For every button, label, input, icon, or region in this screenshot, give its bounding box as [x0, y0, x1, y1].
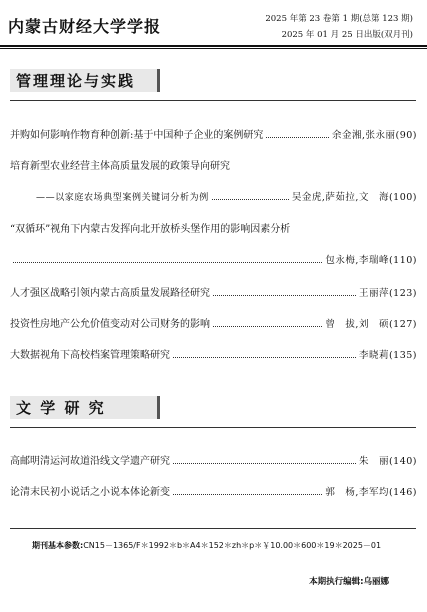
issue-volume-line: 2025 年第 23 卷第 1 期(总第 123 期)	[265, 14, 413, 24]
article-title: 投资性房地产公允价值变动对公司财务的影响	[10, 319, 210, 330]
executive-editor: 本期执行编辑:乌丽娜	[309, 577, 389, 587]
article-authors-page: 余金湘,张永丽(90)	[331, 130, 417, 141]
article-subtitle: ——以家庭农场典型案例关键词分析为例	[36, 193, 209, 203]
section-divider	[10, 427, 416, 428]
journal-title: 内蒙古财经大学学报	[8, 17, 162, 36]
parameters-label: 期刊基本参数:	[32, 541, 84, 550]
toc-entry[interactable]	[10, 250, 417, 266]
toc-entry-title[interactable]: “双循环”视角下内蒙古发挥向北开放桥头堡作用的影响因素分析	[10, 224, 291, 235]
section-divider	[10, 100, 416, 101]
leader-dots	[266, 137, 329, 138]
issue-date-line: 2025 年 01 月 25 日出版(双月刊)	[281, 30, 413, 40]
journal-parameters	[32, 540, 381, 551]
article-authors-page: 包永梅,李瑞峰(110)	[325, 255, 417, 266]
article-authors-page: 王丽萍(123)	[358, 288, 417, 299]
leader-dots	[173, 463, 356, 464]
article-authors-page: 朱 丽(140)	[358, 456, 417, 467]
toc-entry[interactable]	[10, 345, 417, 361]
article-title: 并购如何影响作物育种创新:基于中国种子企业的案例研究	[10, 130, 264, 141]
leader-dots	[13, 262, 322, 263]
leader-dots	[173, 357, 356, 358]
article-authors-page: 郭 杨,李军均(146)	[325, 487, 417, 498]
toc-entry-title[interactable]: 培育新型农业经营主体高质量发展的政策导向研究	[10, 161, 230, 172]
article-title: 人才强区战略引领内蒙古高质量发展路径研究	[10, 288, 210, 299]
section-heading-management: 管理理论与实践	[10, 69, 160, 92]
article-authors-page: 吴金虎,萨茹拉,文 海(100)	[291, 192, 417, 203]
journal-header	[0, 0, 427, 52]
article-authors-page: 曾 拔,刘 硕(127)	[325, 319, 417, 330]
toc-entry[interactable]	[10, 283, 417, 299]
leader-dots	[213, 326, 322, 327]
toc-entry[interactable]	[10, 482, 417, 498]
leader-dots	[212, 199, 289, 200]
leader-dots	[173, 494, 322, 495]
article-title: 高邮明清运河故道沿线文学遗产研究	[10, 456, 170, 467]
footer-divider	[10, 528, 416, 529]
section-heading-literature: 文 学 研 究	[10, 396, 160, 419]
toc-entry[interactable]	[36, 187, 417, 203]
article-title: 论清末民初小说话之小说本体论新变	[10, 487, 170, 498]
toc-entry[interactable]	[10, 125, 417, 141]
leader-dots	[213, 295, 356, 296]
header-rule-thick	[0, 45, 427, 47]
toc-entry[interactable]	[10, 451, 417, 467]
parameters-value: CN15－1365/F＊1992＊b＊A4＊152＊zh＊p＊￥10.00＊600＊19＊2025－01	[83, 541, 382, 550]
header-rule-thin	[0, 48, 427, 49]
toc-entry[interactable]	[10, 314, 417, 330]
article-authors-page: 李晓莉(135)	[358, 350, 417, 361]
article-title: 大数据视角下高校档案管理策略研究	[10, 350, 170, 361]
